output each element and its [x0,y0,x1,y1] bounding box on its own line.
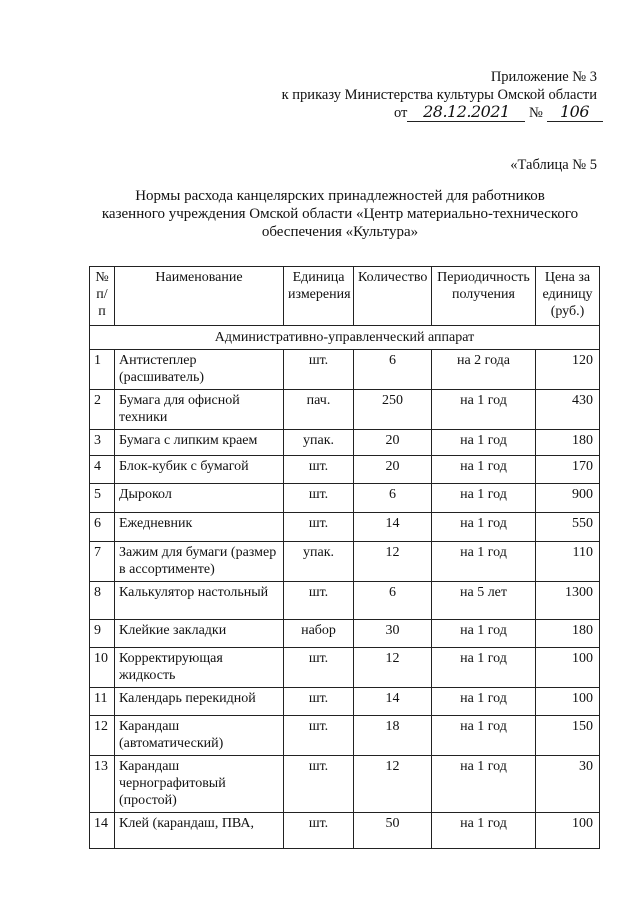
item-name: Ежедневник [115,513,284,542]
item-unit: шт. [284,350,354,390]
table-row [90,620,600,648]
table-row [90,582,600,620]
item-period: на 1 год [432,456,536,484]
item-unit: шт. [284,716,354,756]
item-price: 100 [536,688,600,716]
item-quantity: 20 [354,456,432,484]
title-line-2: казенного учреждения Омской области «Центр материально-технического [101,206,579,222]
item-unit: упак. [284,430,354,456]
item-quantity: 12 [354,756,432,813]
col-header-qty: Количество [354,267,432,326]
row-number: 13 [90,756,115,813]
row-number: 4 [90,456,115,484]
item-name: Календарь перекидной [115,688,284,716]
item-quantity: 20 [354,430,432,456]
title-line-3: обеспечения «Культура» [261,224,419,240]
item-quantity: 6 [354,484,432,513]
handwritten-date: 28.12.2021 [407,103,525,122]
row-number: 2 [90,390,115,430]
item-name: Блок-кубик с бумагой [115,456,284,484]
table-row [90,813,600,849]
item-unit: шт. [284,513,354,542]
row-number: 5 [90,484,115,513]
item-price: 100 [536,813,600,849]
col-header-num: № п/п [90,267,115,326]
item-quantity: 12 [354,648,432,688]
col-header-price: Цена за единицу (руб.) [536,267,600,326]
item-period: на 1 год [432,390,536,430]
item-period: на 1 год [432,813,536,849]
table-label: «Таблица № 5 [510,157,597,173]
item-period: на 1 год [432,430,536,456]
norms-table [89,266,600,849]
row-number: 10 [90,648,115,688]
item-quantity: 30 [354,620,432,648]
item-quantity: 6 [354,582,432,620]
table-row [90,716,600,756]
item-quantity: 14 [354,513,432,542]
document-title [60,187,620,241]
col-header-unit: Единица измерения [284,267,354,326]
item-unit: шт. [284,484,354,513]
item-name: Корректирующая жидкость [115,648,284,688]
item-name: Антистеплер (расшиватель) [115,350,284,390]
item-name: Зажим для бумаги (размер в ассортименте) [115,542,284,582]
item-unit: упак. [284,542,354,582]
row-number: 1 [90,350,115,390]
row-number: 11 [90,688,115,716]
row-number: 14 [90,813,115,849]
item-unit: шт. [284,648,354,688]
row-number: 6 [90,513,115,542]
item-unit: набор [284,620,354,648]
item-name: Бумага с липким краем [115,430,284,456]
item-price: 430 [536,390,600,430]
item-name: Карандаш чернографитовый (простой) [115,756,284,813]
row-number: 8 [90,582,115,620]
item-price: 900 [536,484,600,513]
item-period: на 1 год [432,542,536,582]
item-period: на 1 год [432,716,536,756]
table-row [90,688,600,716]
item-name: Дырокол [115,484,284,513]
item-name: Бумага для офисной техники [115,390,284,430]
item-price: 30 [536,756,600,813]
date-prefix: от [394,105,408,121]
row-number: 7 [90,542,115,582]
appendix-label: Приложение № 3 [490,69,597,85]
item-period: на 5 лет [432,582,536,620]
item-quantity: 18 [354,716,432,756]
item-price: 120 [536,350,600,390]
row-number: 9 [90,620,115,648]
item-quantity: 250 [354,390,432,430]
item-period: на 1 год [432,513,536,542]
number-prefix: № [529,105,543,121]
section-title: Административно-управленческий аппарат [90,326,600,350]
table-row [90,390,600,430]
table-row [90,430,600,456]
item-unit: шт. [284,456,354,484]
row-number: 3 [90,430,115,456]
item-period: на 1 год [432,484,536,513]
table-row [90,756,600,813]
table-row [90,484,600,513]
item-quantity: 50 [354,813,432,849]
table-row [90,350,600,390]
item-quantity: 14 [354,688,432,716]
item-period: на 1 год [432,756,536,813]
order-reference: к приказу Министерства культуры Омской области [281,87,597,103]
item-price: 170 [536,456,600,484]
item-unit: шт. [284,756,354,813]
item-period: на 1 год [432,688,536,716]
item-quantity: 6 [354,350,432,390]
table-row [90,648,600,688]
item-quantity: 12 [354,542,432,582]
item-price: 180 [536,430,600,456]
item-price: 180 [536,620,600,648]
item-unit: пач. [284,390,354,430]
table-row [90,513,600,542]
handwritten-number: 106 [547,103,603,122]
table-row [90,456,600,484]
item-period: на 2 года [432,350,536,390]
item-name: Калькулятор настольный [115,582,284,620]
item-unit: шт. [284,813,354,849]
table-header-row [90,267,600,326]
order-date-line [394,103,603,122]
item-price: 100 [536,648,600,688]
item-name: Клей (карандаш, ПВА, [115,813,284,849]
item-period: на 1 год [432,648,536,688]
item-period: на 1 год [432,620,536,648]
item-price: 550 [536,513,600,542]
item-price: 110 [536,542,600,582]
title-line-1: Нормы расхода канцелярских принадлежностей для работников [135,188,545,204]
row-number: 12 [90,716,115,756]
item-unit: шт. [284,582,354,620]
item-price: 1300 [536,582,600,620]
item-unit: шт. [284,688,354,716]
col-header-period: Периодичность получения [432,267,536,326]
item-name: Карандаш (автоматический) [115,716,284,756]
col-header-name: Наименование [115,267,284,326]
section-row [90,326,600,350]
table-row [90,542,600,582]
item-name: Клейкие закладки [115,620,284,648]
item-price: 150 [536,716,600,756]
